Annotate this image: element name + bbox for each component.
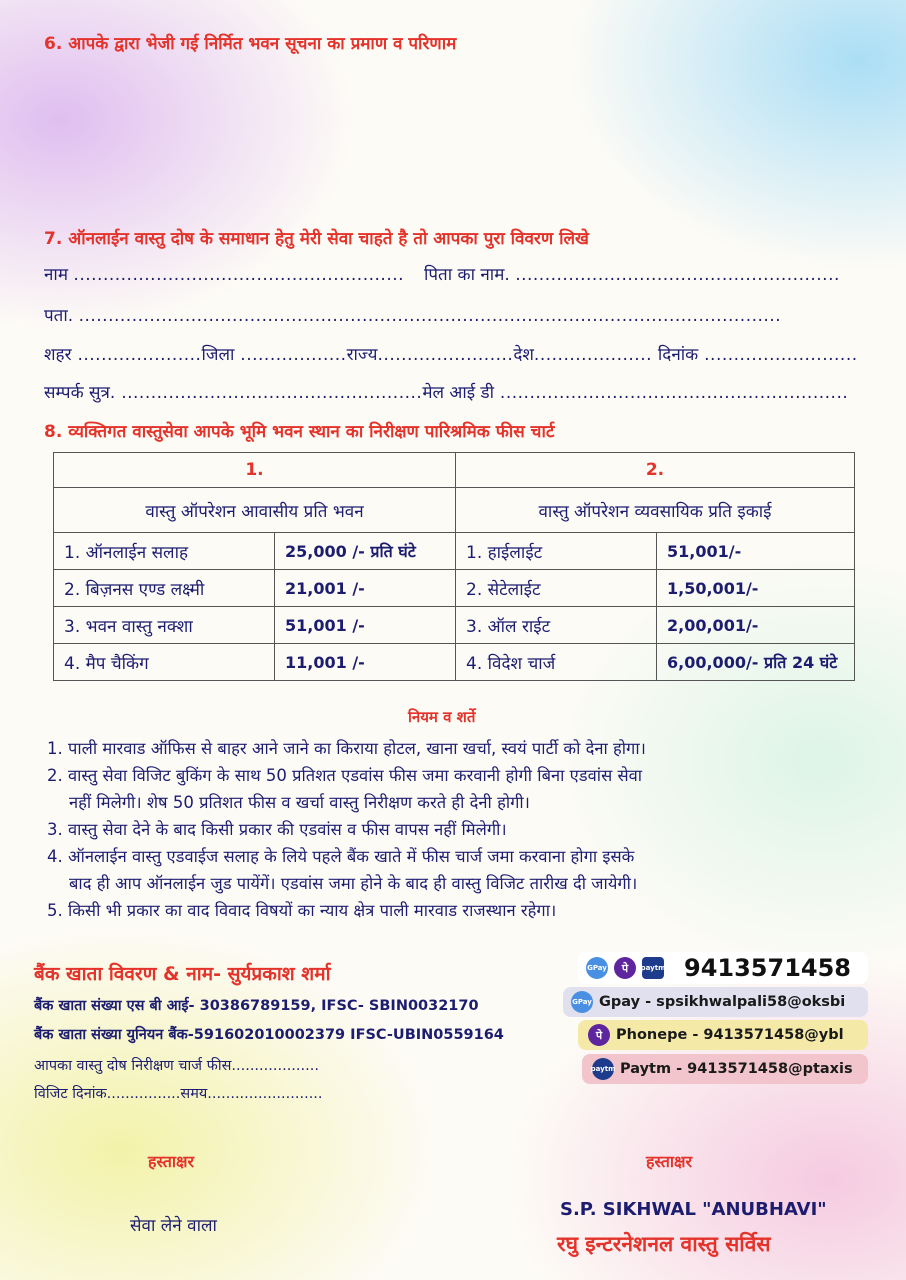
state-field[interactable]: ....................... (377, 345, 514, 365)
customer-signature-label: हस्ताक्षर (148, 1152, 195, 1171)
col2-number: 2. (456, 453, 855, 488)
address-row (44, 303, 781, 326)
col1-title: वास्तु ऑपरेशन आवासीय प्रति भवन (54, 488, 456, 533)
section-6-heading: 6. आपके द्वारा भेजी गई निर्मित भवन सूचना का प्रमाण व परिणाम (44, 34, 457, 54)
gpay-icon: GPay (571, 991, 593, 1013)
time-field[interactable]: ......................... (207, 1086, 323, 1102)
rule-item: 3. वास्तु सेवा देने के बाद किसी प्रकार की एडवांस व फीस वापस नहीं मिलेगी। (47, 820, 507, 839)
city-field[interactable]: ..................... (71, 345, 202, 365)
table-row (54, 644, 855, 681)
fee-line (34, 1055, 319, 1075)
section-8-heading: 8. व्यक्तिगत वास्तुसेवा आपके भूमि भवन स्थान का निरीक्षण पारिश्रमिक फीस चार्ट (44, 422, 555, 442)
city-label: शहर (44, 345, 72, 365)
fee-field[interactable]: ................... (231, 1058, 319, 1074)
country-field[interactable]: .................... (533, 345, 658, 365)
address-field[interactable]: ....................................................................................................................... (78, 306, 782, 326)
fee-cell: 51,001 /- (275, 607, 456, 644)
date-label: दिनांक (657, 345, 699, 365)
service-cell: 1. हाईलाईट (456, 533, 657, 570)
rules-title: नियम व शर्ते (408, 708, 476, 726)
father-name-label: पिता का नाम. (423, 265, 510, 285)
col2-title: वास्तु ऑपरेशन व्यवसायिक प्रति इकाई (456, 488, 855, 533)
paytm-icon: paytm (642, 957, 664, 979)
time-label: समय (180, 1086, 208, 1102)
fee-cell: 1,50,001/- (657, 570, 855, 607)
consultant-signature-label: हस्ताक्षर (646, 1152, 693, 1171)
table-row (54, 607, 855, 644)
state-label: राज्य (346, 345, 378, 365)
district-field[interactable]: .................. (234, 345, 347, 365)
address-label: पता. (44, 306, 74, 326)
date-field[interactable]: .......................... (698, 345, 858, 365)
phonepe-icon: पे (588, 1024, 610, 1046)
fee-chart-table (53, 452, 855, 681)
consultant-name: S.P. SIKHWAL "ANUBHAVI" (560, 1199, 827, 1220)
email-label: मेल आई डी (422, 383, 495, 403)
rule-item: 1. पाली मारवाड ऑफिस से बाहर आने जाने का किराया होटल, खाना खर्चा, स्वयं पार्टी को देना होगा। (47, 739, 646, 758)
location-row (44, 342, 858, 365)
rule-item: 5. किसी भी प्रकार का वाद विवाद विषयों का न्याय क्षेत्र पाली मारवाड राजस्थान रहेगा। (47, 901, 557, 920)
service-cell: 1. ऑनलाईन सलाह (54, 533, 275, 570)
gpay-id: Gpay - spsikhwalpali58@oksbi (599, 994, 846, 1010)
phonepe-row (578, 1020, 868, 1050)
gpay-icon: GPay (586, 957, 608, 979)
name-label: नाम (44, 265, 69, 285)
consultant-organization: रघु इन्टरनेशनल वास्तु सर्विस (557, 1232, 771, 1256)
fee-cell: 21,001 /- (275, 570, 456, 607)
fee-label: आपका वास्तु दोष निरीक्षण चार्ज फीस (34, 1058, 232, 1074)
fee-cell: 2,00,001/- (657, 607, 855, 644)
rule-item: 2. वास्तु सेवा विजिट बुकिंग के साथ 50 प्रतिशत एडवांस फीस जमा करवानी होगी बिना एडवांस सेवा (47, 766, 643, 785)
rule-item-continued: बाद ही आप ऑनलाईन जुड पायेंगें। एडवांस जमा होने के बाद ही वास्तु विजिट तारीख दी जायेगी। (69, 874, 638, 893)
father-name-field[interactable]: ....................................................... (515, 265, 840, 285)
service-cell: 4. विदेश चार्ज (456, 644, 657, 681)
col1-number: 1. (54, 453, 456, 488)
fee-cell: 11,001 /- (275, 644, 456, 681)
rule-item-continued: नहीं मिलेगी। शेष 50 प्रतिशत फीस व खर्चा वास्तु निरीक्षण करते ही देनी होगी। (69, 793, 530, 812)
service-cell: 3. भवन वास्तु नक्शा (54, 607, 275, 644)
visit-line (34, 1083, 323, 1103)
country-label: देश (513, 345, 534, 365)
rule-item: 4. ऑनलाईन वास्तु एडवाईज सलाह के लिये पहले बैंक खाते में फीस चार्ज जमा करवाना होगा इसके (47, 847, 635, 866)
service-cell: 2. बिज़नस एण्ड लक्ष्मी (54, 570, 275, 607)
bank-sbi-details: बैंक खाता संख्या एस बी आई- 30386789159, IFSC- SBIN0032170 (34, 998, 479, 1014)
bank-heading: बैंक खाता विवरण & नाम- सुर्यप्रकाश शर्मा (34, 963, 331, 985)
paytm-row (582, 1054, 868, 1084)
bank-union-details: बैंक खाता संख्या युनियन बैंक-591602010002379 IFSC-UBIN0559164 (34, 1027, 504, 1043)
rules-list (47, 735, 867, 924)
visit-date-field[interactable]: ................ (106, 1086, 181, 1102)
fee-cell: 6,00,000/- प्रति 24 घंटे (657, 644, 855, 681)
visit-date-label: विजिट दिनांक (34, 1086, 107, 1102)
contact-label: सम्पर्क सुत्र. (44, 383, 116, 403)
section-7-heading: 7. ऑनलाईन वास्तु दोष के समाधान हेतु मेरी सेवा चाहते है तो आपका पुरा विवरण लिखे (44, 229, 589, 249)
customer-role: सेवा लेने वाला (130, 1216, 217, 1236)
phone-number: 9413571458 (684, 954, 851, 982)
table-row (54, 570, 855, 607)
fee-cell: 51,001/- (657, 533, 855, 570)
phonepe-id: Phonepe - 9413571458@ybl (616, 1027, 844, 1043)
email-field[interactable]: ........................................................... (494, 383, 849, 403)
phone-row (578, 952, 868, 984)
fee-cell: 25,000 /- प्रति घंटे (275, 533, 456, 570)
service-cell: 2. सेटेलाईट (456, 570, 657, 607)
paytm-id: Paytm - 9413571458@ptaxis (620, 1061, 853, 1077)
service-cell: 3. ऑल राईट (456, 607, 657, 644)
service-cell: 4. मैप चैकिंग (54, 644, 275, 681)
name-row (44, 262, 840, 285)
contact-field[interactable]: ................................................... (115, 383, 423, 403)
table-row (54, 533, 855, 570)
contact-row (44, 380, 848, 403)
district-label: जिला (201, 345, 235, 365)
gpay-row (563, 987, 868, 1017)
name-field[interactable]: ........................................................ (73, 265, 410, 285)
paytm-icon: paytm (592, 1058, 614, 1080)
phonepe-icon: पे (614, 957, 636, 979)
